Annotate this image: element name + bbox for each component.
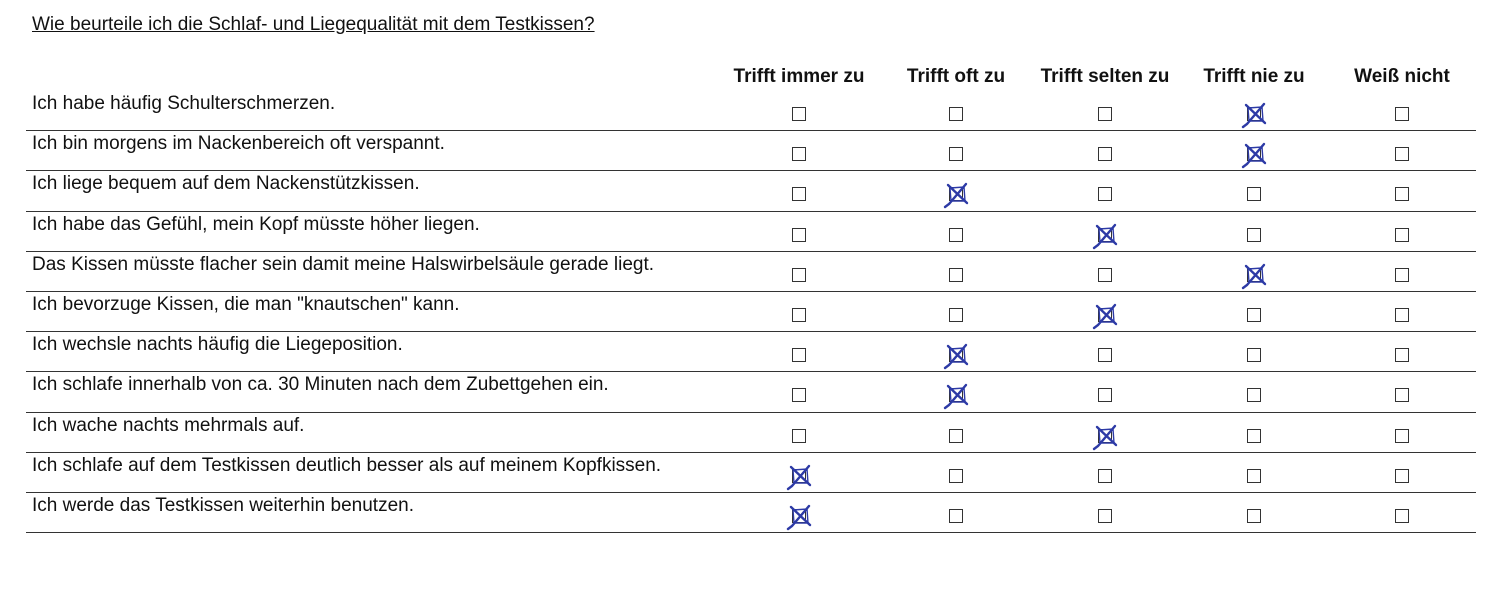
checkbox-1[interactable]	[792, 147, 806, 161]
checkbox-3[interactable]	[1098, 228, 1112, 242]
column-header-4: Trifft nie zu	[1203, 66, 1305, 87]
checkbox-2[interactable]	[949, 348, 963, 362]
checkbox-5[interactable]	[1395, 107, 1409, 121]
checkbox-5[interactable]	[1395, 469, 1409, 483]
checkbox-2[interactable]	[949, 388, 963, 402]
checkbox-5[interactable]	[1395, 348, 1409, 362]
row-divider	[26, 371, 1476, 372]
checkbox-4[interactable]	[1247, 228, 1261, 242]
checkbox-5[interactable]	[1395, 308, 1409, 322]
checkbox-1[interactable]	[792, 268, 806, 282]
checkbox-4[interactable]	[1247, 509, 1261, 523]
checkbox-5[interactable]	[1395, 509, 1409, 523]
checkbox-2[interactable]	[949, 228, 963, 242]
checkbox-5[interactable]	[1395, 147, 1409, 161]
checkbox-4[interactable]	[1247, 348, 1261, 362]
statement-label: Ich habe das Gefühl, mein Kopf müsste höher liegen.	[32, 213, 480, 235]
checkbox-2[interactable]	[949, 308, 963, 322]
checkbox-4[interactable]	[1247, 429, 1261, 443]
checkbox-2[interactable]	[949, 469, 963, 483]
statement-label: Ich habe häufig Schulterschmerzen.	[32, 93, 336, 114]
checkbox-1[interactable]	[792, 348, 806, 362]
checkbox-2[interactable]	[949, 429, 963, 443]
column-header-3: Trifft selten zu	[1040, 66, 1170, 87]
checkbox-3[interactable]	[1098, 308, 1112, 322]
checkbox-4[interactable]	[1247, 187, 1261, 201]
column-header-1: Trifft immer zu	[733, 66, 865, 87]
checkbox-1[interactable]	[792, 107, 806, 121]
row-divider	[26, 532, 1476, 533]
checkbox-1[interactable]	[792, 187, 806, 201]
checkbox-3[interactable]	[1098, 147, 1112, 161]
checkbox-4[interactable]	[1247, 147, 1261, 161]
checkbox-2[interactable]	[949, 268, 963, 282]
row-divider	[26, 130, 1476, 131]
checkbox-2[interactable]	[949, 187, 963, 201]
statement-label: Ich liege bequem auf dem Nackenstützkissen.	[32, 173, 420, 195]
checkbox-2[interactable]	[949, 147, 963, 161]
row-divider	[26, 170, 1476, 171]
statement-label: Ich schlafe auf dem Testkissen deutlich besser als auf meinem Kopfkissen.	[32, 454, 662, 476]
statement-label: Ich bevorzuge Kissen, die man "knautschen" kann.	[32, 294, 460, 315]
checkbox-3[interactable]	[1098, 388, 1112, 402]
checkbox-1[interactable]	[792, 388, 806, 402]
row-divider	[26, 211, 1476, 212]
checkbox-4[interactable]	[1247, 268, 1261, 282]
row-divider	[26, 492, 1476, 493]
checkbox-1[interactable]	[792, 228, 806, 242]
statement-label: Das Kissen müsste flacher sein damit meine Halswirbelsäule gerade liegt.	[32, 253, 655, 275]
checkbox-5[interactable]	[1395, 429, 1409, 443]
checkbox-1[interactable]	[792, 509, 806, 523]
checkbox-3[interactable]	[1098, 429, 1112, 443]
checkbox-4[interactable]	[1247, 388, 1261, 402]
checkbox-3[interactable]	[1098, 187, 1112, 201]
checkbox-4[interactable]	[1247, 469, 1261, 483]
statement-label: Ich bin morgens im Nackenbereich oft verspannt.	[32, 133, 445, 155]
page-title: Wie beurteile ich die Schlaf- und Liegequalität mit dem Testkissen?	[32, 14, 595, 35]
row-divider	[26, 251, 1476, 252]
row-divider	[26, 291, 1476, 292]
checkbox-2[interactable]	[949, 509, 963, 523]
checkbox-3[interactable]	[1098, 348, 1112, 362]
checkbox-2[interactable]	[949, 107, 963, 121]
checkbox-5[interactable]	[1395, 268, 1409, 282]
checkbox-5[interactable]	[1395, 228, 1409, 242]
checkbox-1[interactable]	[792, 308, 806, 322]
checkbox-5[interactable]	[1395, 187, 1409, 201]
checkbox-3[interactable]	[1098, 107, 1112, 121]
checkbox-5[interactable]	[1395, 388, 1409, 402]
checkbox-4[interactable]	[1247, 308, 1261, 322]
statement-label: Ich wechsle nachts häufig die Liegeposition.	[32, 334, 403, 356]
row-divider	[26, 452, 1476, 453]
column-header-5: Weiß nicht	[1354, 66, 1450, 87]
row-divider	[26, 331, 1476, 332]
statement-label: Ich werde das Testkissen weiterhin benutzen.	[32, 495, 414, 516]
row-divider	[26, 412, 1476, 413]
checkbox-1[interactable]	[792, 429, 806, 443]
checkbox-4[interactable]	[1247, 107, 1261, 121]
checkbox-3[interactable]	[1098, 268, 1112, 282]
checkbox-3[interactable]	[1098, 509, 1112, 523]
column-header-2: Trifft oft zu	[906, 66, 1006, 87]
statement-label: Ich wache nachts mehrmals auf.	[32, 414, 305, 436]
statement-label: Ich schlafe innerhalb von ca. 30 Minuten nach dem Zubettgehen ein.	[32, 374, 609, 396]
checkbox-1[interactable]	[792, 469, 806, 483]
checkbox-3[interactable]	[1098, 469, 1112, 483]
